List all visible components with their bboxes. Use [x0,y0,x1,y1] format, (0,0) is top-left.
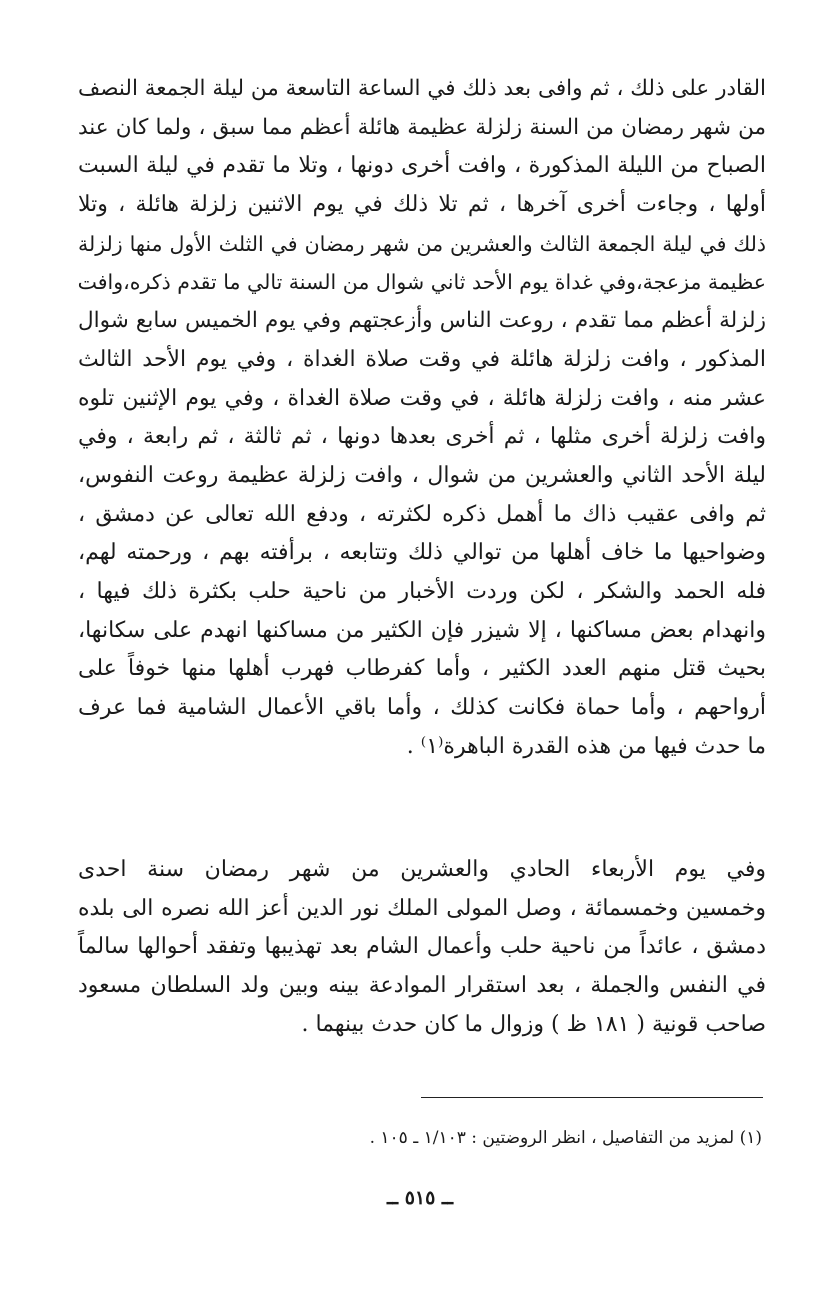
text-line: المذكور ، وافت زلزلة هائلة في وقت صلاة الغداة ، وفي يوم الأحد الثالث [78,346,766,372]
text-line: وافت زلزلة أخرى مثلها ، ثم أخرى بعدها دونها ، ثم ثالثة ، ثم رابعة ، وفي [78,424,766,450]
text-line-last: ما حدث فيها من هذه القدرة الباهرة⁽١⁾ . [406,733,766,759]
text-line: القادر على ذلك ، ثم وافى بعد ذلك في الساعة التاسعة من ليلة الجمعة النصف [78,76,766,101]
footnote: (١) لمزيد من التفاصيل ، انظر الروضتين : ١/١٠٣ ـ ١٠٥ . [369,1128,762,1148]
text-line: وانهدام بعض مساكنها ، إلا شيزر فإن الكثير من مساكنها انهدم على سكانها، [78,617,766,643]
text-line: وضواحيها ما خاف أهلها من توالي ذلك وتتابعه ، برأفته بهم ، ورحمته لهم، [78,540,766,566]
footnote-divider [421,1097,763,1098]
text-line: وفي يوم الأربعاء الحادي والعشرين من شهر رمضان سنة احدى [78,857,766,882]
text-line: فله الحمد والشكر ، لكن وردت الأخبار من ناحية حلب بكثرة ذلك فيها ، [78,578,766,604]
text-line: أولها ، وجاءت أخرى آخرها ، ثم تلا ذلك في يوم الاثنين زلزلة هائلة ، وتلا [78,192,766,218]
text-line: ليلة الأحد الثاني والعشرين من شوال ، وافت زلزلة عظيمة روعت النفوس، [78,462,766,488]
text-line: في النفس والجملة ، بعد استقرار الموادعة بينه وبين ولد السلطان مسعود [78,973,766,999]
text-line: ذلك في ليلة الجمعة الثالث والعشرين من شهر رمضان في الثلث الأول منها زلزلة [78,231,766,256]
text-line: دمشق ، عائداً من ناحية حلب وأعمال الشام بعد تهذيبها وتفقد أحوالها سالماً [78,934,766,960]
page-number: ــ ٥١٥ ــ [386,1187,454,1209]
text-line: زلزلة أعظم مما تقدم ، روعت الناس وأزعجتهم وفي يوم الخميس سابع شوال [78,308,766,334]
second-paragraph [78,851,766,1044]
text-line: عشر منه ، وافت زلزلة هائلة ، في وقت صلاة الغداة ، وفي يوم الإثنين تلوه [78,385,766,411]
text-line: بحيث قتل منهم العدد الكثير ، وأما كفرطاب فهرب أهلها منها خوفاً على [78,656,766,682]
main-paragraph [78,70,766,766]
text-line: أرواحهم ، وأما حماة فكانت كذلك ، وأما باقي الأعمال الشامية فما عرف [78,695,766,720]
text-line: من شهر رمضان من السنة زلزلة عظيمة هائلة أعظم مما سبق ، ولما كان عند [78,114,766,140]
text-line: ثم وافى عقيب ذاك ما أهمل ذكره لكثرته ، ودفع الله تعالى عن دمشق ، [78,501,766,527]
text-line: الصباح من الليلة المذكورة ، وافت أخرى دونها ، وتلا ما تقدم في ليلة السبت [78,153,766,179]
text-line: وخمسين وخمسمائة ، وصل المولى الملك نور الدين أعز الله نصره الى بلده [78,895,766,921]
text-line: عظيمة مزعجة،وفي غداة يوم الأحد ثاني شوال من السنة تالي ما تقدم ذكره،وافت [77,270,766,295]
text-line-last: صاحب قونية ( ١٨١ ظ ) وزوال ما كان حدث بينهما . [301,1011,766,1037]
